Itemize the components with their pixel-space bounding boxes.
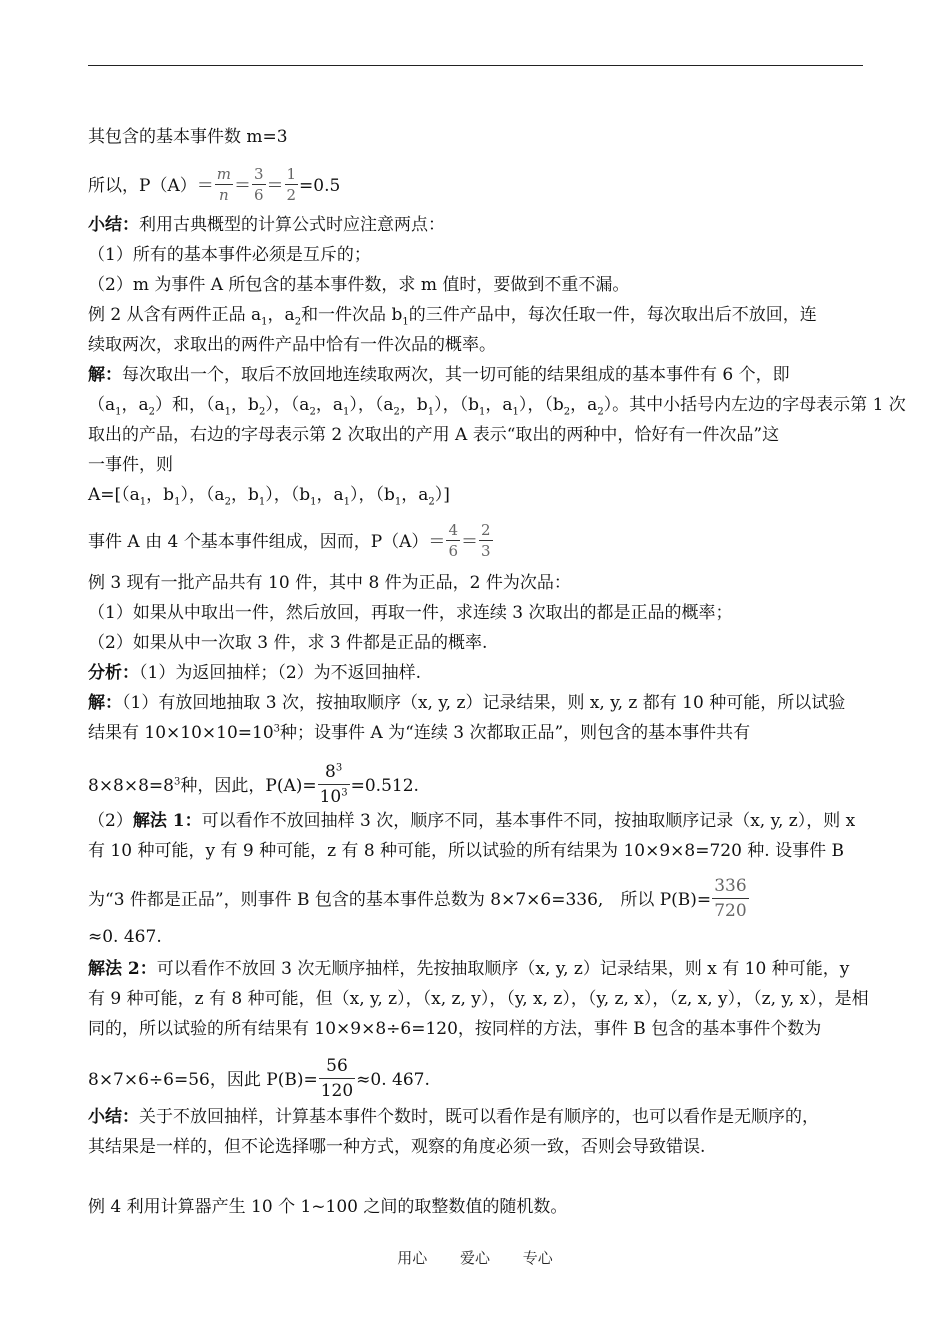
method-2-line: 解法 2：可以看作不放回 3 次无顺序抽样，先按抽取顺序（x, y, z）记录结果，则 x 有 10 种可能，y: [88, 959, 850, 979]
text-line: 有 9 种可能，z 有 8 种可能，但（x, y, z），（x, z, y），（y, x, z），（y, z, x），（z, x, y），（z, y, x），是相: [88, 989, 869, 1009]
summary-line: 小结：利用古典概型的计算公式时应注意两点：: [88, 215, 445, 235]
fraction-336-720: $\frac{336}{720}$: [714, 876, 747, 921]
formula-line: 8×7×6÷6=56，因此 P(B)= $\frac{56}{120}$ ≈0. 467.: [88, 1056, 430, 1101]
text-line: 一事件，则: [88, 455, 173, 475]
header-rule: [88, 65, 863, 66]
method-1-line: （2）解法 1：可以看作不放回抽样 3 次，顺序不同，基本事件不同，按抽取顺序记录（x, y, z），则 x: [88, 811, 856, 831]
fraction-1-2: $\frac{1}{2}$: [286, 165, 297, 204]
fraction-m-n: $\frac{m}{n}$: [216, 165, 231, 204]
fraction-8-cubed: $\frac{8^3}{10^3}$: [319, 762, 348, 807]
text-line: （1）所有的基本事件必须是互斥的；: [88, 245, 371, 265]
fraction-4-6: $\frac{4}{6}$: [448, 521, 458, 560]
formula-line: 为“3 件都是正品”，则事件 B 包含的基本事件总数为 8×7×6=336, 所以 P(B)= $\frac{336}{720}$: [88, 876, 747, 921]
summary-line: 小结：关于不放回抽样，计算基本事件个数时，既可以看作是有顺序的，也可以看作是无顺序的，: [88, 1107, 819, 1127]
example-4-line: 例 4 利用计算器产生 10 个 1~100 之间的取整数值的随机数。: [88, 1197, 568, 1217]
text-line: 结果有 $10\times 10\times 10=10^3$种；设事件 A 为“连续 3 次都取正品”，则包含的基本事件共有: [88, 723, 751, 743]
text-line: （2）m 为事件 A 所包含的基本事件数，求 m 值时，要做到不重不漏。: [88, 275, 630, 295]
analysis-line: 分析：（1）为返回抽样；（2）为不返回抽样.: [88, 663, 422, 683]
text-line: 取出的产品，右边的字母表示第 2 次取出的产用 A 表示“取出的两种中，恰好有一件次品”这: [88, 425, 780, 445]
text-line: ≈0. 467.: [88, 927, 162, 947]
text-line: 续取两次，求取出的两件产品中恰有一件次品的概率。: [88, 335, 496, 355]
text-line: （2）如果从中一次取 3 件，求 3 件都是正品的概率.: [88, 633, 488, 653]
footer-text: 用心: [397, 1249, 428, 1267]
footer-text: 爱心: [459, 1249, 490, 1267]
example-3-line: 例 3 现有一批产品共有 10 件，其中 8 件为正品，2 件为次品：: [88, 573, 571, 593]
event-set-line: $A=[(a_1$，$b_1$），（$a_2$，$b_1$），（$b_1$，$a_1$），（$b_1$，$a_2$）]: [88, 485, 450, 508]
solution-line: 解：（1）有放回地抽取 3 次，按抽取顺序（x, y, z）记录结果，则 x, y, z 都有 10 种可能，所以试验: [88, 693, 846, 713]
text-line: 同的，所以试验的所有结果有 10×9×8÷6=120，按同样的方法，事件 B 包含的基本事件个数为: [88, 1019, 822, 1039]
solution-line: 解：每次取出一个，取后不放回地连续取两次，其一切可能的结果组成的基本事件有 6 个，即: [88, 365, 790, 385]
text-line: 其结果是一样的，但不论选择哪一种方式，观察的角度必须一致，否则会导致错误.: [88, 1137, 706, 1157]
formula-line: 所以，P（A）＝ $\frac{m}{n}$ ＝ $\frac{3}{6}$ ＝ $\frac{1}{2}$ =0.5: [88, 165, 341, 204]
text-line: 其包含的基本事件数 m=3: [88, 127, 288, 147]
formula-line: 事件 A 由 4 个基本事件组成，因而，P（A）＝ $\frac{4}{6}$ ＝ $\frac{2}{3}$: [88, 521, 491, 560]
text-line: （1）如果从中取出一件，然后放回，再取一件，求连续 3 次取出的都是正品的概率；: [88, 603, 733, 623]
text-line: 有 10 种可能，y 有 9 种可能，z 有 8 种可能，所以试验的所有结果为 10×9×8=720 种. 设事件 B: [88, 841, 845, 861]
page-footer: [0, 1247, 950, 1268]
fraction-2-3: $\frac{2}{3}$: [480, 521, 491, 560]
outcomes-line: （$a_1$，$a_2$）和，（$a_1$，$b_2$），（$a_2$，$a_1$），（$a_2$，$b_1$），（$b_1$，$a_1$），（$b_2$，$a_2$）。其中小括号内左边的字母表示第 1 次: [88, 395, 906, 418]
fraction-56-120: $\frac{56}{120}$: [320, 1056, 354, 1101]
footer-text: 专心: [522, 1249, 553, 1267]
fraction-3-6: $\frac{3}{6}$: [253, 165, 264, 204]
formula-line: $8\times 8\times 8=8^3$种，因此，P(A)= $\frac{8^3}{10^3}$ =0.512.: [88, 762, 419, 807]
example-2-line: 例 2 从含有两件正品 $a_1$，$a_2$和一件次品 $b_1$的三件产品中，每次任取一件，每次取出后不放回，连: [88, 305, 817, 328]
